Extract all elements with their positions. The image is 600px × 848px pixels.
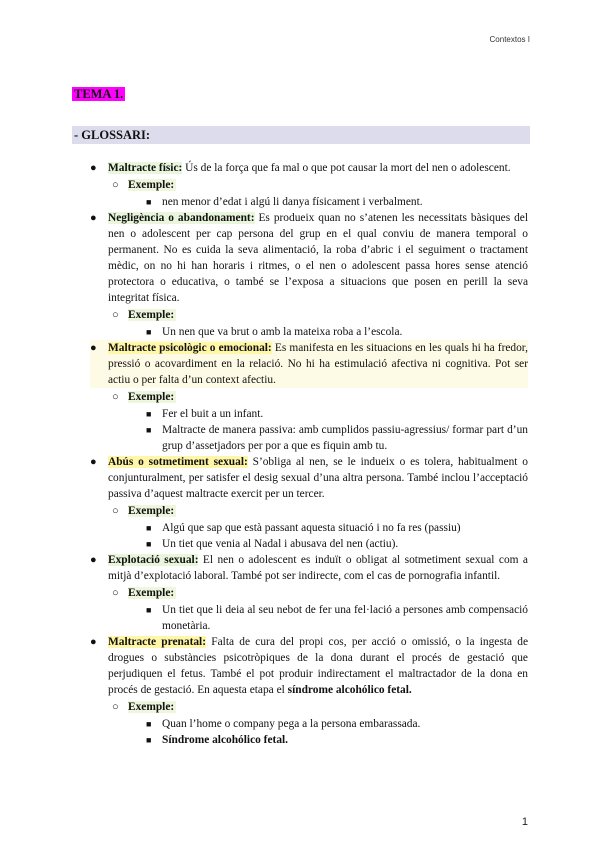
header-text: Contextos I: [489, 35, 530, 44]
example-label: Exemple:: [128, 701, 175, 713]
glossary-definition: Ús de la força que fa mal o que pot causar la mort del nen o adolescent.: [182, 162, 511, 174]
square-bullet-icon: ■: [146, 539, 152, 549]
example-detail: [90, 194, 528, 210]
square-bullet-icon: ■: [146, 605, 152, 615]
circle-bullet-icon: ○: [112, 587, 119, 599]
bullet-icon: ●: [90, 212, 97, 224]
glossary-definition: Es manifesta en les situacions en les quals hi ha fredor, pressió o acovardiment en la relació. No hi ha estimulació afectiva ni cognitiva. Pot ser actiu o per falta d’un context afectiu.: [108, 342, 528, 386]
example-detail: [90, 602, 528, 634]
square-bullet-icon: ■: [146, 425, 152, 435]
title-container: [72, 85, 125, 103]
example-text: Quan l’home o company pega a la persona embarassada.: [162, 718, 421, 730]
example-label: Exemple:: [128, 587, 175, 599]
glossary-entry: [90, 210, 528, 306]
glossary-definition: El nen o adolescent es induït o obligat al sotmetiment sexual com a mitjà d’explotació laboral. També pot ser indirecte, com el cas de pornografia infantil.: [108, 554, 528, 582]
example-text: Maltracte de manera passiva: amb cumplidos passiu-agressius/ formar part d’un grup d’assetjadors per por a que es fiquin amb tu.: [162, 424, 528, 452]
example-text: nen menor d’edat i algú li danya físicament i verbalment.: [162, 196, 423, 208]
example-detail: [90, 520, 528, 536]
example-detail: [90, 422, 528, 454]
bullet-icon: ●: [90, 162, 97, 174]
glossary-term: Maltracte psicològic o emocional:: [108, 342, 272, 354]
example-detail: [90, 324, 528, 340]
circle-bullet-icon: ○: [112, 701, 119, 713]
square-bullet-icon: ■: [146, 327, 152, 337]
example-text: Un tiet que venia al Nadal i abusava del nen (actiu).: [162, 538, 399, 550]
circle-bullet-icon: ○: [112, 391, 119, 403]
example-detail: [90, 536, 528, 552]
example-text: Algú que sap que està passant aquesta situació i no fa res (passiu): [162, 522, 461, 534]
example-item: [90, 177, 528, 193]
example-text: Un tiet que li deia al seu nebot de fer una fel·lació a persones amb compensació monetària.: [162, 604, 528, 632]
bullet-icon: ●: [90, 554, 97, 566]
glossary-term: Explotació sexual:: [108, 554, 199, 566]
example-detail: [90, 716, 528, 732]
example-text: Un nen que va brut o amb la mateixa roba a l’escola.: [162, 326, 403, 338]
circle-bullet-icon: ○: [112, 505, 119, 517]
bullet-icon: ●: [90, 456, 97, 468]
bullet-icon: ●: [90, 636, 97, 648]
glossary-definition: S’obliga al nen, se le indueix o es tolera, habitualment o conjunturalment, per satisfer el desig sexual d’una altra persona. També inclou l’acceptació passiva d’aquest maltracte exercit per un tercer.: [108, 456, 528, 500]
example-item: [90, 307, 528, 323]
glossary-term: Maltracte físic:: [108, 162, 183, 174]
glossary-list: [90, 160, 528, 748]
section-heading: - GLOSSARI:: [72, 126, 530, 144]
glossary-definition: Falta de cura del propi cos, per acció o omissió, o la ingesta de drogues o substàncies psicotròpiques de la dona durant el procés de gestació que perjudiquen el fetus. També el pot produir indirectament el maltractador de la dona en procés de gestació. En aquesta etapa el: [108, 636, 529, 696]
square-bullet-icon: ■: [146, 719, 152, 729]
example-detail: [90, 732, 528, 748]
glossary-entry: [90, 552, 528, 584]
example-item: [90, 699, 528, 715]
example-label: Exemple:: [128, 391, 175, 403]
example-label: Exemple:: [128, 179, 175, 191]
glossary-entry: [90, 454, 528, 502]
glossary-entry: [90, 634, 528, 698]
example-detail: [90, 406, 528, 422]
example-label: Exemple:: [128, 505, 175, 517]
glossary-definition: Es produeix quan no s’atenen les necessitats bàsiques del nen o adolescent per cap persona del grup en el qual conviu de manera temporal o permanent. No es cuida la seva alimentació, la roba d’abric i el seguiment o tractament mèdic, on no hi han horaris i ritmes, o el nen o adolescent passa hores sense atenció protectora o educativa, o també se l’exposa a situacions que posen en perill la seva integritat física.: [108, 212, 528, 304]
glossary-term: Negligència o abandonament:: [108, 212, 255, 224]
example-item: [90, 585, 528, 601]
square-bullet-icon: ■: [146, 197, 152, 207]
glossary-entry: [90, 160, 528, 176]
square-bullet-icon: ■: [146, 409, 152, 419]
circle-bullet-icon: ○: [112, 309, 119, 321]
example-label: Exemple:: [128, 309, 175, 321]
square-bullet-icon: ■: [146, 523, 152, 533]
glossary-definition-bold: síndrome alcohólico fetal.: [287, 684, 412, 696]
page-number: 1: [521, 816, 528, 828]
example-text: Fer el buit a un infant.: [162, 408, 264, 420]
example-text: Síndrome alcohólico fetal.: [162, 734, 289, 746]
glossary-term: Maltracte prenatal:: [108, 636, 207, 648]
circle-bullet-icon: ○: [112, 179, 119, 191]
glossary-entry: [90, 340, 528, 388]
example-item: [90, 389, 528, 405]
page-title: TEMA 1.: [74, 87, 124, 101]
glossary-term: Abús o sotmetiment sexual:: [108, 456, 248, 468]
example-item: [90, 503, 528, 519]
square-bullet-icon: ■: [146, 735, 152, 745]
bullet-icon: ●: [90, 342, 97, 354]
